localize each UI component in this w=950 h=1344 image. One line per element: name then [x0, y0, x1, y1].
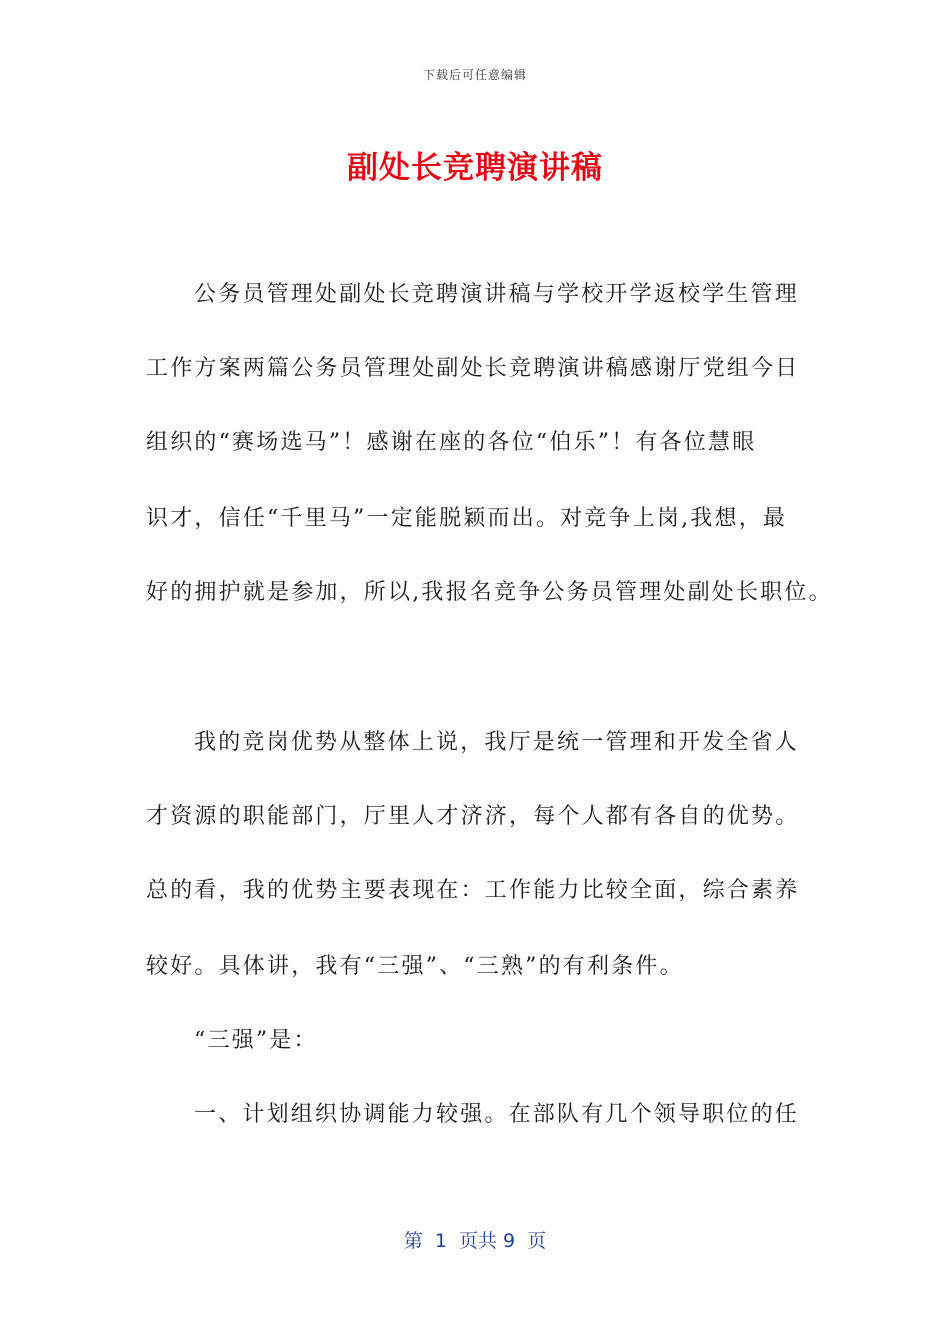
paragraph-line: 总的看，我的优势主要表现在：工作能力比较全面，综合素养: [146, 878, 800, 903]
paragraph-line: 识才，信任“千里马”一定能脱颖而出。对竞争上岗,我想，最: [146, 506, 788, 531]
paragraph-line: 组织的“赛场选马”！感谢在座的各位“伯乐”！有各位慧眼: [146, 430, 757, 455]
paragraph-line: 才资源的职能部门，厅里人才济济，每个人都有各自的优势。: [146, 804, 800, 829]
paragraph-line: 我的竞岗优势从整体上说，我厅是统一管理和开发全省人: [194, 730, 800, 755]
paragraph-line: 较好。具体讲，我有“三强”、“三熟”的有利条件。: [146, 954, 684, 979]
page-number-footer: 第 1 页共 9 页: [403, 1230, 547, 1252]
paragraph-line: 公务员管理处副处长竞聘演讲稿与学校开学返校学生管理: [194, 282, 800, 307]
paragraph-line: 一、计划组织协调能力较强。在部队有几个领导职位的任: [194, 1102, 800, 1127]
document-title: 副处长竞聘演讲稿: [347, 150, 603, 186]
paragraph-line: 好的拥护就是参加，所以,我报名竞争公务员管理处副处长职位。: [146, 580, 833, 605]
header-note: 下载后可任意编辑: [422, 68, 527, 82]
paragraph-line: “三强”是：: [194, 1028, 318, 1053]
paragraph-line: 工作方案两篇公务员管理处副处长竞聘演讲稿感谢厅党组今日: [146, 356, 800, 381]
